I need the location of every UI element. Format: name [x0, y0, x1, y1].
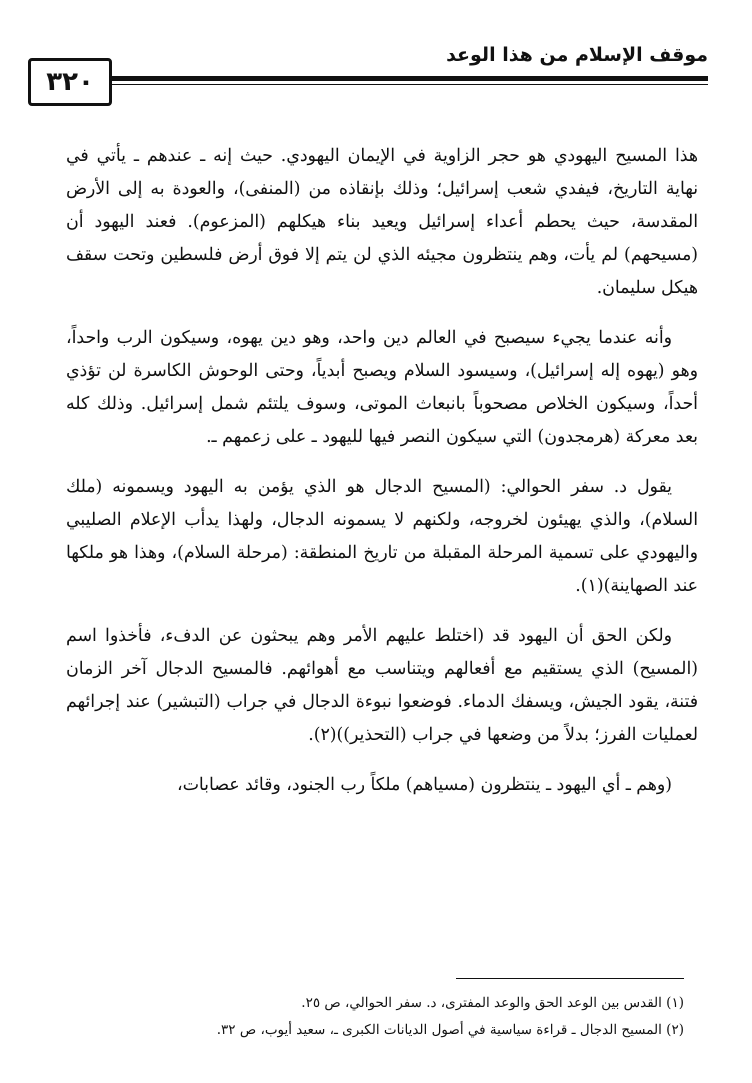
paragraph: (وهم ـ أي اليهود ـ ينتظرون (مسياهم) ملكاً رب الجنود، وقائد عصابات، — [177, 775, 672, 795]
header-rule — [112, 76, 708, 81]
running-title: موقف الإسلام من هذا الوعد — [446, 44, 708, 66]
page-header — [28, 40, 708, 100]
header-rule-thin — [112, 84, 708, 85]
footnote-separator — [456, 978, 684, 979]
paragraph: ولكن الحق أن اليهود قد (اختلط عليهم الأمر وهم يبحثون عن الدفء، فأخذوا اسم (المسيح) الذي يستقيم مع أفعالهم ويتناسب مع أهوائهم. فالمسيح الدجال آخر الزمان فتنة، يقود الجيش، ويسفك الدماء. فوضعوا نبوءة الدجال في جراب (التبشير) عند إجرائهم لعمليات الفرز؛ بدلاً من وضعها في جراب (التحذير))(٢). — [66, 626, 698, 745]
body-text — [66, 140, 698, 819]
paragraph: وأنه عندما يجيء سيصبح في العالم دين واحد، وهو دين يهوه، وسيكون الرب واحداً، وهو (يهوه إله إسرائيل)، وسيسود السلام ويصبح أبدياً، وحتى الوحوش الكاسرة لن تؤذي أحداً، وسيكون الخلاص مصحوباً بانبعاث الموتى، وسوف يلتئم شمل إسرائيل. وذلك كله بعد معركة (هرمجدون) التي سيكون النصر فيها لليهود ـ على زعمهم ـ. — [66, 328, 698, 447]
footnote-item: (١) القدس بين الوعد الحق والوعد المفترى، د. سفر الحوالي، ص ٢٥. — [301, 995, 684, 1011]
page-number: ٣٢٠ — [28, 58, 112, 106]
footnote-item: (٢) المسيح الدجال ـ قراءة سياسية في أصول الديانات الكبرى ـ، سعيد أيوب، ص ٣٢. — [216, 1022, 684, 1038]
footnotes — [64, 990, 684, 1044]
paragraph: هذا المسيح اليهودي هو حجر الزاوية في الإيمان اليهودي. حيث إنه ـ عندهم ـ يأتي في نهاية التاريخ، فيفدي شعب إسرائيل؛ وذلك بإنقاذه من (المنفى)، والعودة به إلى الأرض المقدسة، حيث يحطم أعداء إسرائيل ويعيد بناء هيكلهم (المزعوم). فعند اليهود أن (مسيحهم) لم يأت، وهم ينتظرون مجيئه الذي لن يتم إلا فوق أرض فلسطين وتحت سقف هيكل سليمان. — [66, 146, 698, 298]
paragraph: يقول د. سفر الحوالي: (المسيح الدجال هو الذي يؤمن به اليهود ويسمونه (ملك السلام)، والذي يهيئون لخروجه، ولكنهم لا يسمونه الدجال، ولهذا يدأب الإعلام الصليبي واليهودي على تسمية المرحلة المقبلة من تاريخ المنطقة: (مرحلة السلام)، وهذا هو ملكها عند الصهاينة)(١). — [66, 477, 698, 596]
